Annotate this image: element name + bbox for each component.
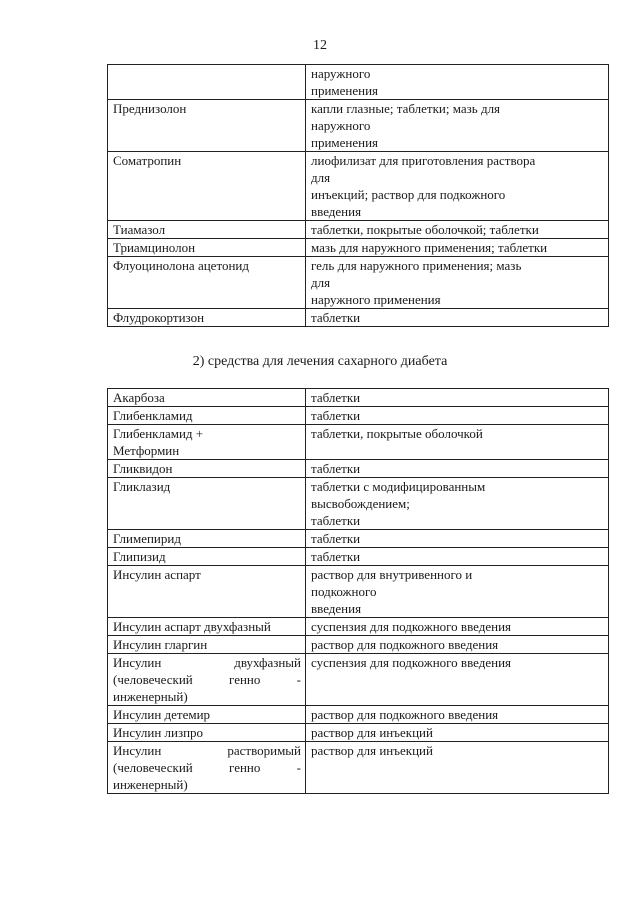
word: двухфазный (234, 655, 301, 670)
dosage-form-cell (306, 309, 609, 327)
cell-line: высвобождением; (311, 496, 410, 511)
cell-line: раствор для подкожного введения (311, 707, 499, 722)
cell-line: Акарбоза (113, 390, 165, 405)
drug-name-cell (108, 566, 306, 618)
drug-name-cell (108, 530, 306, 548)
cell-line: таблетки (311, 549, 361, 564)
table-row (108, 65, 609, 100)
table-row (108, 221, 609, 239)
drug-name-cell: Флуоцинолона ацетонид (108, 257, 306, 309)
dosage-form-cell (306, 407, 609, 425)
word: - (296, 760, 301, 775)
dosage-form-cell (306, 460, 609, 478)
drug-name-cell: Триамцинолон (108, 239, 306, 257)
diabetes-drug-table (107, 388, 609, 794)
word: (человеческий (113, 760, 193, 775)
dosage-form-cell (306, 566, 609, 618)
table-row (108, 389, 609, 407)
dosage-form-cell (306, 389, 609, 407)
cell-line: наружного (311, 118, 371, 133)
cell-line: раствор для инъекций (311, 725, 433, 740)
table-row (108, 566, 609, 618)
cell-line: Инсулин лизпро (113, 725, 204, 740)
section-heading: 2) средства для лечения сахарного диабета (192, 354, 448, 369)
cell-line: Гликвидон (113, 461, 173, 476)
table-row (108, 706, 609, 724)
cell-line: наружного (311, 66, 371, 81)
drug-name-cell (108, 425, 306, 460)
cell-line (113, 742, 301, 759)
cell-line: инъекций; раствор для подкожного (311, 187, 506, 202)
table-row (108, 742, 609, 794)
cell-line (113, 654, 301, 671)
table-row (108, 100, 609, 152)
cell-line: инженерный) (113, 777, 188, 792)
word: Инсулин (113, 655, 162, 670)
table-row (108, 654, 609, 706)
word: растворимый (227, 743, 301, 758)
cell-line: мазь для наружного применения; таблетки (311, 240, 548, 255)
cell-line: таблетки, покрытые оболочкой (311, 426, 483, 441)
cell-line: раствор для внутривенного и (311, 567, 473, 582)
table-row (108, 257, 609, 309)
cell-line: таблетки (311, 461, 361, 476)
drug-name-cell (108, 636, 306, 654)
dosage-form-cell (306, 425, 609, 460)
dosage-form-cell (306, 100, 609, 152)
drug-name-cell (108, 654, 306, 706)
table-row (108, 548, 609, 566)
cell-line: таблетки (311, 513, 361, 528)
drug-name-cell (108, 65, 306, 100)
drug-name-cell: Флудрокортизон (108, 309, 306, 327)
drug-name-cell: Соматропин (108, 152, 306, 221)
table-row (108, 530, 609, 548)
cell-line: таблетки (311, 310, 361, 325)
dosage-form-cell (306, 742, 609, 794)
drug-name-cell: Преднизолон (108, 100, 306, 152)
cell-line: Инсулин аспарт (113, 567, 201, 582)
drug-name-cell (108, 478, 306, 530)
cell-line: Глибенкламид (113, 408, 193, 423)
cell-line: применения (311, 83, 379, 98)
table-row (108, 460, 609, 478)
drug-name-cell (108, 460, 306, 478)
cell-line: Гликлазид (113, 479, 171, 494)
table-row (108, 636, 609, 654)
cell-line: Глимепирид (113, 531, 181, 546)
cell-line: Глипизид (113, 549, 166, 564)
cell-line: раствор для подкожного введения (311, 637, 499, 652)
dosage-form-cell (306, 618, 609, 636)
cell-line: гель для наружного применения; мазь (311, 258, 522, 273)
dosage-form-cell (306, 636, 609, 654)
word: генно (229, 760, 261, 775)
dosage-form-cell (306, 478, 609, 530)
cell-line: таблетки (311, 531, 361, 546)
page-number: 12 (313, 38, 327, 53)
dosage-form-cell (306, 65, 609, 100)
cell-line: суспензия для подкожного введения (311, 655, 512, 670)
drug-name-cell (108, 618, 306, 636)
cell-line: введения (311, 601, 362, 616)
cell-line (113, 759, 301, 776)
cell-line: лиофилизат для приготовления раствора (311, 153, 536, 168)
cell-line (113, 671, 301, 688)
cell-line: введения (311, 204, 362, 219)
cell-line: раствор для инъекций (311, 743, 433, 758)
cell-line: подкожного (311, 584, 377, 599)
drug-name-cell (108, 724, 306, 742)
cell-line: таблетки (311, 390, 361, 405)
table-row (108, 425, 609, 460)
drug-name-cell (108, 407, 306, 425)
cell-line: суспензия для подкожного введения (311, 619, 512, 634)
dosage-form-cell (306, 548, 609, 566)
dosage-form-cell (306, 221, 609, 239)
cell-line: капли глазные; таблетки; мазь для (311, 101, 501, 116)
cell-line: для (311, 275, 331, 290)
cell-line: Инсулин гларгин (113, 637, 208, 652)
cell-line: таблетки с модифицированным (311, 479, 486, 494)
table-row (108, 724, 609, 742)
dosage-form-cell (306, 530, 609, 548)
word: - (296, 672, 301, 687)
dosage-form-cell (306, 257, 609, 309)
dosage-form-cell (306, 706, 609, 724)
cell-line: таблетки, покрытые оболочкой; таблетки (311, 222, 539, 237)
drug-name-cell (108, 548, 306, 566)
drug-name-cell (108, 742, 306, 794)
cell-line: Инсулин детемир (113, 707, 211, 722)
word: (человеческий (113, 672, 193, 687)
word: генно (229, 672, 261, 687)
cell-line: таблетки (311, 408, 361, 423)
cell-line: для (311, 170, 331, 185)
cell-line: наружного применения (311, 292, 441, 307)
drug-table-continuation (107, 64, 609, 327)
dosage-form-cell (306, 654, 609, 706)
table-row (108, 478, 609, 530)
cell-line: инженерный) (113, 689, 188, 704)
dosage-form-cell (306, 724, 609, 742)
table-row (108, 407, 609, 425)
table-row (108, 309, 609, 327)
table-row (108, 152, 609, 221)
dosage-form-cell (306, 152, 609, 221)
dosage-form-cell (306, 239, 609, 257)
word: Инсулин (113, 743, 162, 758)
drug-name-cell (108, 706, 306, 724)
cell-line: Метформин (113, 443, 180, 458)
table-row (108, 239, 609, 257)
cell-line: Инсулин аспарт двухфазный (113, 619, 271, 634)
table-row (108, 618, 609, 636)
drug-name-cell (108, 389, 306, 407)
cell-line: Глибенкламид + (113, 426, 204, 441)
drug-name-cell: Тиамазол (108, 221, 306, 239)
cell-line: применения (311, 135, 379, 150)
